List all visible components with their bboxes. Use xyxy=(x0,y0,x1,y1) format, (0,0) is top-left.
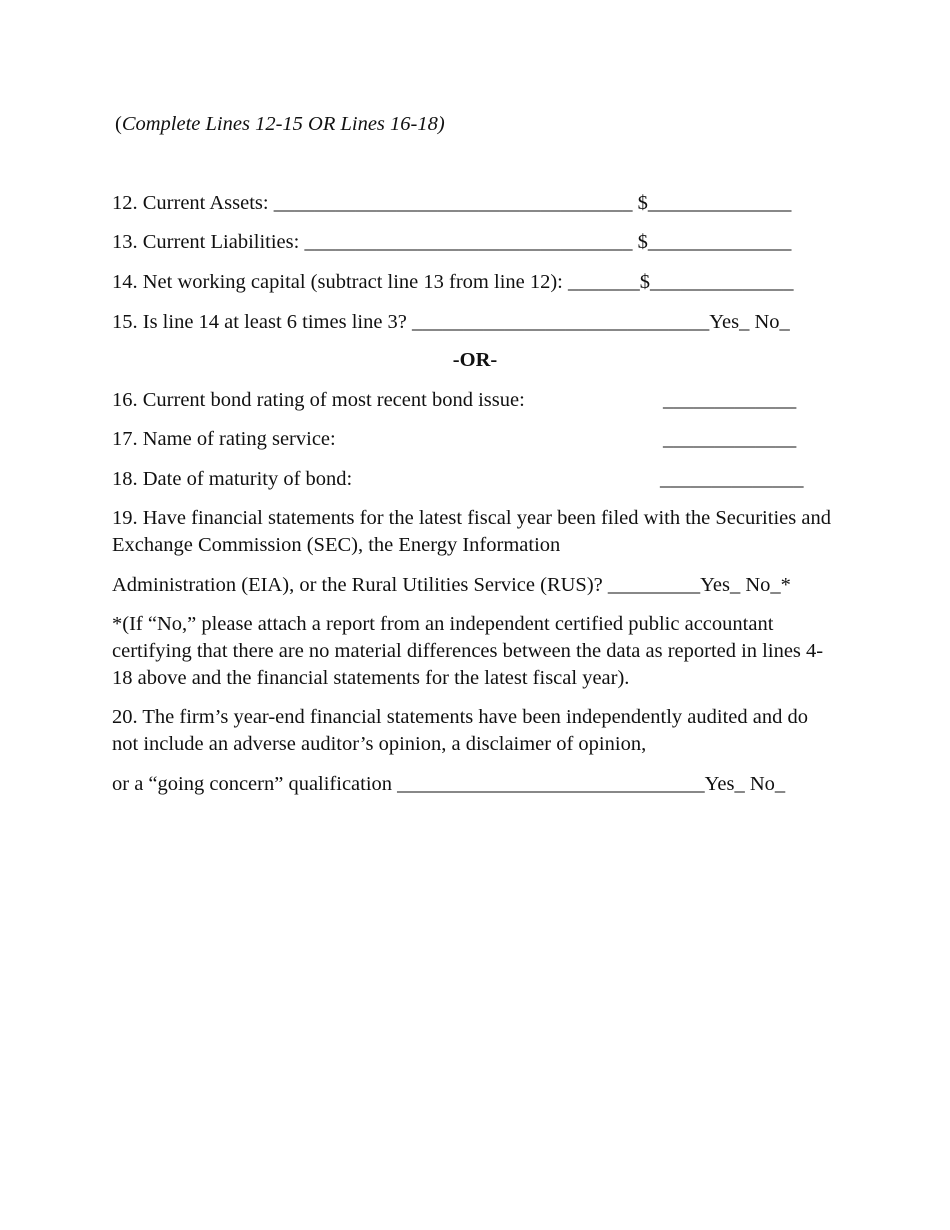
line-15-six-times-check[interactable]: 15. Is line 14 at least 6 times line 3? _____________________________Yes_ No_ xyxy=(112,311,790,333)
instruction-close-paren: ) xyxy=(437,113,445,135)
line-18-maturity-blank[interactable]: ______________ xyxy=(660,468,804,490)
line-20-answer[interactable]: or a “going concern” qualification ______________________________Yes_ No_ xyxy=(112,773,786,795)
line-14-net-working-capital[interactable]: 14. Net working capital (subtract line 13 from line 12): _______$______________ xyxy=(112,271,794,293)
or-separator: -OR- xyxy=(452,349,498,371)
line-19-answer[interactable]: Administration (EIA), or the Rural Utilities Service (RUS)? _________Yes_ No_* xyxy=(112,574,791,596)
line-17-rating-service-label: 17. Name of rating service: xyxy=(112,428,336,450)
line-16-bond-rating-label: 16. Current bond rating of most recent bond issue: xyxy=(112,389,525,411)
instruction-open-paren: ( xyxy=(115,113,122,135)
line-19-question: 19. Have financial statements for the latest fiscal year been filed with the Securities and Exchange Commission (SEC), the Energy Information xyxy=(112,507,831,556)
line-18-maturity-label: 18. Date of maturity of bond: xyxy=(112,468,353,490)
line-13-current-liabilities[interactable]: 13. Current Liabilities: ________________________________ $______________ xyxy=(112,231,792,253)
line-19-footnote: *(If “No,” please attach a report from an independent certified public accountant certifying that there are no material differences between the data as reported in lines 4-18 above and the financial statements for the latest fiscal year). xyxy=(112,613,824,689)
form-instruction xyxy=(115,111,445,138)
instruction-text: Complete Lines 12-15 OR Lines 16-18 xyxy=(121,113,438,135)
line-17-rating-service-blank[interactable]: _____________ xyxy=(663,428,797,450)
line-16-bond-rating-blank[interactable]: _____________ xyxy=(663,389,797,411)
line-20-question: 20. The firm’s year-end financial statements have been independently audited and do not include an adverse auditor’s opinion, a disclaimer of opinion, xyxy=(112,706,808,755)
line-12-current-assets[interactable]: 12. Current Assets: ___________________________________ $______________ xyxy=(112,192,792,214)
